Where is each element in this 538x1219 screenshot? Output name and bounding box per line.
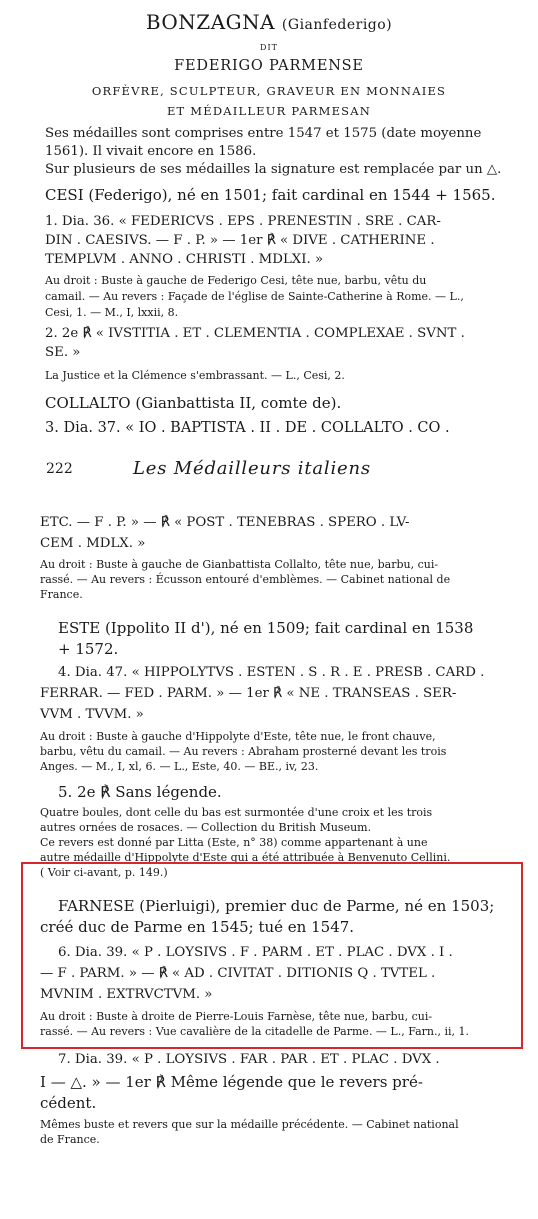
cesi-item1-desc1: Au droit : Buste à gauche de Federigo Cesi, tête nue, barbu, vêtu du [45, 274, 427, 287]
page-number: 222 [46, 461, 73, 477]
intro-line-2: 1561). Il vivait encore en 1586. [45, 144, 257, 159]
este-heading-2: + 1572. [58, 640, 119, 658]
running-page-header [0, 458, 538, 482]
este-item5-desc4: autre médaille d'Hippolyte d'Este qui a été attribuée à Benvenuto Cellini. [40, 851, 451, 864]
entry-title [0, 10, 538, 34]
collalto-cont-line1: ETC. — F . P. » — ℟ « POST . TENEBRAS . SPERO . LV- [40, 515, 410, 530]
cesi-item1-line2: DIN . CAESIVS. — F . P. » — 1er ℟ « DIVE . CATHERINE . [45, 233, 435, 248]
este-item5-desc2: autres ornées de rosaces. — Collection du British Museum. [40, 821, 372, 834]
collalto-cont-line2: CEM . MDLX. » [40, 536, 146, 551]
collalto-cont-desc3: France. [40, 588, 83, 601]
title-parenthetical: (Gianfederigo) [281, 17, 393, 33]
cesi-heading: CESI (Federigo), né en 1501; fait cardinal en 1544 + 1565. [45, 186, 496, 204]
title-name: BONZAGNA [145, 10, 276, 34]
collalto-heading: COLLALTO (Gianbattista II, comte de). [45, 394, 342, 412]
este-item4-desc2: barbu, vêtu du camail. — Au revers : Abraham prosterné devant les trois [40, 745, 447, 758]
collalto-cont-desc2: rassé. — Au revers : Écusson entouré d'emblèmes. — Cabinet national de [40, 573, 451, 586]
farnese-item7-desc1: Mêmes buste et revers que sur la médaille précédente. — Cabinet national [40, 1118, 459, 1131]
cesi-item1-line1: 1. Dia. 36. « FEDERICVS . EPS . PRENESTIN . SRE . CAR- [45, 214, 441, 229]
este-item4-line1: 4. Dia. 47. « HIPPOLYTVS . ESTEN . S . R . E . PRESB . CARD . [58, 665, 485, 680]
farnese-item6-line1: 6. Dia. 39. « P . LOYSIVS . F . PARM . ET . PLAC . DVX . I . [58, 945, 453, 960]
intro-line-3: Sur plusieurs de ses médailles la signature est remplacée par un △. [45, 162, 502, 177]
este-item5-desc3: Ce revers est donné par Litta (Este, n° 38) comme appartenant à une [40, 836, 428, 849]
farnese-item6-desc2: rassé. — Au revers : Vue cavalière de la citadelle de Parme. — L., Farn., ii, 1. [40, 1025, 470, 1038]
collalto-item3-line1: 3. Dia. 37. « IO . BAPTISTA . II . DE . COLLALTO . CO . [45, 420, 450, 436]
cesi-item1-desc2: camail. — Au revers : Façade de l'église de Sainte-Catherine à Rome. — L., [45, 290, 464, 303]
cesi-item2-desc1: La Justice et la Clémence s'embrassant. — L., Cesi, 2. [45, 369, 345, 382]
este-item4-desc1: Au droit : Buste à gauche d'Hippolyte d'Este, tête nue, le front chauve, [40, 730, 436, 743]
profession-line-2: ET MÉDAILLEUR PARMESAN [166, 104, 372, 118]
collalto-cont-desc1: Au droit : Buste à gauche de Gianbattista Collalto, tête nue, barbu, cui- [40, 558, 439, 571]
farnese-heading-1: FARNESE (Pierluigi), premier duc de Parme, né en 1503; [58, 897, 495, 915]
farnese-item7-line2: I — △. » — 1er ℟ Même légende que le revers pré- [40, 1073, 423, 1091]
cesi-item1-line3: TEMPLVM . ANNO . CHRISTI . MDLXI. » [45, 252, 324, 267]
cesi-item1-desc3: Cesi, 1. — M., I, lxxii, 8. [45, 306, 179, 319]
este-item4-line2: FERRAR. — FED . PARM. » — 1er ℟ « NE . TRANSEAS . SER- [40, 686, 457, 701]
farnese-heading-2: créé duc de Parme en 1545; tué en 1547. [40, 918, 355, 936]
intro-line-1: Ses médailles sont comprises entre 1547 et 1575 (date moyenne [45, 126, 482, 141]
profession-line-1: ORFÈVRE, SCULPTEUR, GRAVEUR EN MONNAIES [91, 84, 447, 98]
farnese-item7-desc2: de France. [40, 1133, 100, 1146]
cesi-item2-line2: SE. » [45, 345, 81, 360]
alias-line: FEDERIGO PARMENSE [174, 58, 364, 74]
este-item4-desc3: Anges. — M., I, xl, 6. — L., Este, 40. — BE., iv, 23. [40, 760, 319, 773]
running-title: Les Médailleurs italiens [133, 458, 371, 479]
este-item5-desc1: Quatre boules, dont celle du bas est surmontée d'une croix et les trois [40, 806, 433, 819]
farnese-item6-line2: — F . PARM. » — ℟ « AD . CIVITAT . DITIONIS Q . TVTEL . [40, 966, 436, 981]
farnese-item6-desc1: Au droit : Buste à droite de Pierre-Louis Farnèse, tête nue, barbu, cui- [40, 1010, 433, 1023]
farnese-item7-line3: cédent. [40, 1094, 97, 1112]
este-item5-line1: 5. 2e ℟ Sans légende. [58, 783, 222, 801]
este-heading-1: ESTE (Ippolito II d'), né en 1509; fait cardinal en 1538 [58, 619, 474, 637]
farnese-item7-line1: 7. Dia. 39. « P . LOYSIVS . FAR . PAR . ET . PLAC . DVX . [58, 1052, 440, 1067]
este-item4-line3: VVM . TVVM. » [40, 707, 144, 722]
dit-label: DIT [260, 43, 278, 52]
este-item5-desc5: ( Voir ci-avant, p. 149.) [40, 866, 168, 879]
farnese-item6-line3: MVNIM . EXTRVCTVM. » [40, 987, 213, 1002]
cesi-item2-line1: 2. 2e ℟ « IVSTITIA . ET . CLEMENTIA . COMPLEXAE . SVNT . [45, 326, 465, 341]
